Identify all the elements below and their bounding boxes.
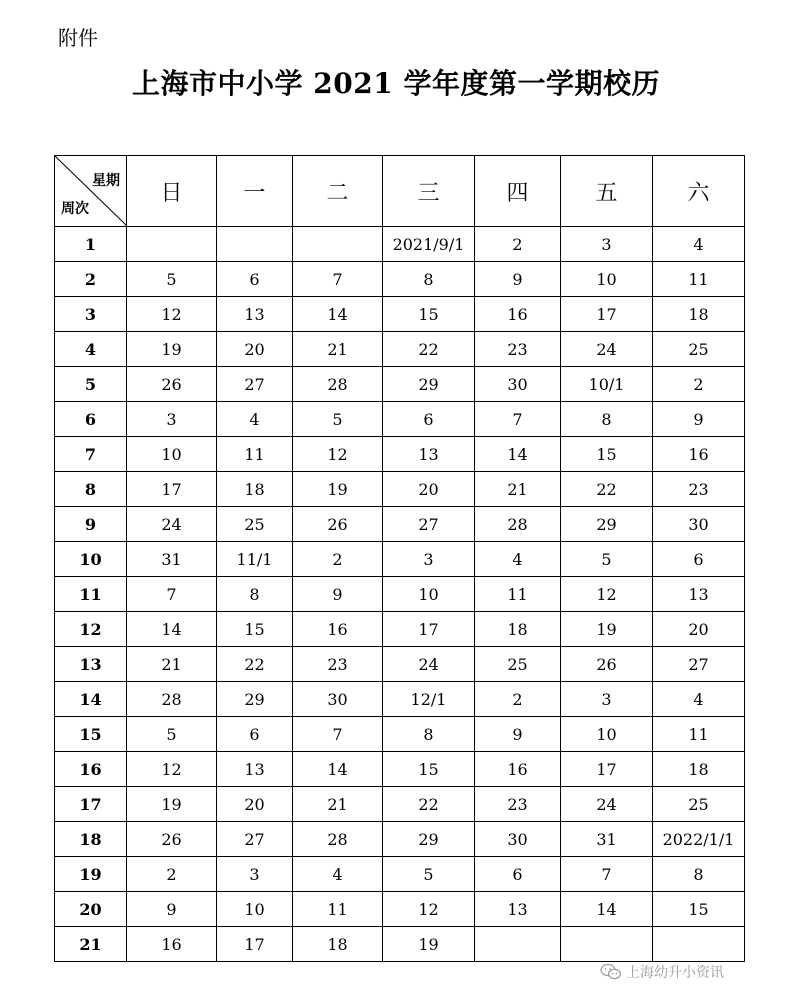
date-cell: 30	[293, 682, 383, 717]
date-cell: 31	[127, 542, 217, 577]
date-cell: 13	[217, 297, 293, 332]
week-number-cell: 12	[55, 612, 127, 647]
date-cell: 17	[561, 297, 653, 332]
date-cell: 2021/9/1	[383, 227, 475, 262]
date-cell: 18	[293, 927, 383, 962]
date-cell: 4	[475, 542, 561, 577]
date-cell: 17	[127, 472, 217, 507]
date-cell: 11	[653, 262, 745, 297]
week-row	[55, 577, 745, 612]
date-cell: 25	[475, 647, 561, 682]
date-cell: 12	[383, 892, 475, 927]
date-cell: 22	[217, 647, 293, 682]
date-cell: 9	[127, 892, 217, 927]
date-cell: 12	[561, 577, 653, 612]
date-cell: 29	[217, 682, 293, 717]
date-cell: 25	[217, 507, 293, 542]
date-cell	[127, 227, 217, 262]
date-cell: 16	[475, 297, 561, 332]
date-cell: 10	[383, 577, 475, 612]
watermark-text: 上海幼升小资讯	[626, 965, 724, 981]
date-cell: 19	[383, 927, 475, 962]
week-number-cell: 13	[55, 647, 127, 682]
date-cell: 7	[561, 857, 653, 892]
date-cell: 3	[561, 227, 653, 262]
week-row	[55, 472, 745, 507]
week-row	[55, 612, 745, 647]
date-cell: 30	[475, 822, 561, 857]
date-cell: 22	[383, 787, 475, 822]
date-cell: 19	[293, 472, 383, 507]
day-header: 五	[561, 156, 653, 227]
date-cell: 2	[127, 857, 217, 892]
date-cell: 6	[653, 542, 745, 577]
date-cell: 27	[217, 367, 293, 402]
date-cell: 17	[561, 752, 653, 787]
day-header: 一	[217, 156, 293, 227]
date-cell: 19	[127, 787, 217, 822]
date-cell: 22	[383, 332, 475, 367]
date-cell: 28	[293, 367, 383, 402]
date-cell: 19	[127, 332, 217, 367]
date-cell: 19	[561, 612, 653, 647]
date-cell: 24	[383, 647, 475, 682]
week-number-cell: 8	[55, 472, 127, 507]
date-cell: 18	[475, 612, 561, 647]
week-row	[55, 437, 745, 472]
date-cell: 2	[475, 227, 561, 262]
date-cell: 5	[127, 262, 217, 297]
date-cell: 15	[217, 612, 293, 647]
date-cell: 3	[217, 857, 293, 892]
date-cell: 9	[475, 262, 561, 297]
week-row	[55, 717, 745, 752]
week-number-cell: 2	[55, 262, 127, 297]
date-cell: 14	[561, 892, 653, 927]
date-cell: 12/1	[383, 682, 475, 717]
date-cell: 4	[217, 402, 293, 437]
week-number-cell: 4	[55, 332, 127, 367]
week-number-cell: 3	[55, 297, 127, 332]
week-number-cell: 6	[55, 402, 127, 437]
date-cell: 14	[127, 612, 217, 647]
date-cell: 25	[653, 787, 745, 822]
date-cell: 10	[561, 262, 653, 297]
date-cell: 6	[217, 717, 293, 752]
date-cell: 24	[127, 507, 217, 542]
date-cell: 14	[293, 297, 383, 332]
date-cell: 2022/1/1	[653, 822, 745, 857]
date-cell: 11	[653, 717, 745, 752]
date-cell: 28	[127, 682, 217, 717]
date-cell: 26	[293, 507, 383, 542]
date-cell: 24	[561, 332, 653, 367]
date-cell: 16	[127, 927, 217, 962]
day-header: 三	[383, 156, 475, 227]
date-cell: 15	[653, 892, 745, 927]
date-cell: 18	[653, 297, 745, 332]
date-cell: 6	[217, 262, 293, 297]
week-row	[55, 402, 745, 437]
date-cell: 9	[653, 402, 745, 437]
date-cell: 22	[561, 472, 653, 507]
date-cell: 11	[475, 577, 561, 612]
week-row	[55, 262, 745, 297]
date-cell: 6	[383, 402, 475, 437]
week-number-cell: 21	[55, 927, 127, 962]
date-cell: 18	[653, 752, 745, 787]
date-cell: 7	[475, 402, 561, 437]
date-cell: 24	[561, 787, 653, 822]
date-cell: 7	[127, 577, 217, 612]
week-row	[55, 892, 745, 927]
date-cell: 7	[293, 717, 383, 752]
date-cell: 14	[475, 437, 561, 472]
wechat-icon	[600, 963, 622, 981]
week-row	[55, 857, 745, 892]
date-cell: 16	[653, 437, 745, 472]
school-calendar-table	[54, 155, 745, 962]
date-cell: 29	[383, 822, 475, 857]
date-cell: 23	[293, 647, 383, 682]
date-cell: 16	[475, 752, 561, 787]
corner-weekday-label: 星期	[92, 173, 120, 189]
date-cell: 7	[293, 262, 383, 297]
week-row	[55, 647, 745, 682]
date-cell: 27	[217, 822, 293, 857]
date-cell: 23	[475, 332, 561, 367]
week-number-cell: 7	[55, 437, 127, 472]
week-row	[55, 752, 745, 787]
date-cell: 8	[217, 577, 293, 612]
date-cell: 6	[475, 857, 561, 892]
header-row	[55, 156, 745, 227]
page-title: 上海市中小学 2021 学年度第一学期校历	[132, 67, 660, 100]
date-cell: 26	[127, 822, 217, 857]
date-cell: 27	[653, 647, 745, 682]
week-number-cell: 15	[55, 717, 127, 752]
date-cell: 10/1	[561, 367, 653, 402]
week-number-cell: 5	[55, 367, 127, 402]
week-number-cell: 11	[55, 577, 127, 612]
date-cell: 10	[127, 437, 217, 472]
date-cell: 21	[293, 332, 383, 367]
date-cell: 21	[475, 472, 561, 507]
week-number-cell: 9	[55, 507, 127, 542]
date-cell: 20	[653, 612, 745, 647]
week-number-cell: 20	[55, 892, 127, 927]
date-cell: 4	[653, 682, 745, 717]
date-cell: 5	[293, 402, 383, 437]
date-cell: 5	[383, 857, 475, 892]
week-row	[55, 507, 745, 542]
date-cell	[475, 927, 561, 962]
week-row	[55, 927, 745, 962]
week-row	[55, 332, 745, 367]
date-cell: 29	[561, 507, 653, 542]
date-cell: 12	[293, 437, 383, 472]
date-cell: 11	[293, 892, 383, 927]
date-cell: 8	[383, 262, 475, 297]
date-cell: 9	[293, 577, 383, 612]
date-cell: 11/1	[217, 542, 293, 577]
date-cell: 4	[653, 227, 745, 262]
date-cell: 10	[561, 717, 653, 752]
date-cell: 5	[561, 542, 653, 577]
week-number-cell: 14	[55, 682, 127, 717]
date-cell	[653, 927, 745, 962]
week-row	[55, 297, 745, 332]
week-row	[55, 227, 745, 262]
date-cell: 12	[127, 752, 217, 787]
date-cell: 2	[475, 682, 561, 717]
date-cell: 30	[653, 507, 745, 542]
date-cell: 30	[475, 367, 561, 402]
week-row	[55, 542, 745, 577]
week-row	[55, 367, 745, 402]
day-header: 日	[127, 156, 217, 227]
date-cell: 15	[383, 297, 475, 332]
date-cell: 17	[217, 927, 293, 962]
date-cell: 3	[127, 402, 217, 437]
date-cell: 2	[653, 367, 745, 402]
date-cell: 21	[293, 787, 383, 822]
date-cell: 2	[293, 542, 383, 577]
date-cell	[561, 927, 653, 962]
attachment-label: 附件	[58, 26, 98, 50]
date-cell: 4	[293, 857, 383, 892]
date-cell: 9	[475, 717, 561, 752]
date-cell: 11	[217, 437, 293, 472]
week-row	[55, 682, 745, 717]
date-cell: 14	[293, 752, 383, 787]
date-cell: 15	[383, 752, 475, 787]
week-number-cell: 1	[55, 227, 127, 262]
date-cell: 26	[127, 367, 217, 402]
date-cell: 18	[217, 472, 293, 507]
date-cell: 3	[383, 542, 475, 577]
day-header: 四	[475, 156, 561, 227]
date-cell: 15	[561, 437, 653, 472]
day-header: 二	[293, 156, 383, 227]
date-cell: 8	[561, 402, 653, 437]
date-cell: 13	[475, 892, 561, 927]
date-cell: 27	[383, 507, 475, 542]
date-cell	[217, 227, 293, 262]
date-cell: 13	[653, 577, 745, 612]
date-cell: 20	[217, 787, 293, 822]
date-cell: 20	[217, 332, 293, 367]
date-cell: 23	[653, 472, 745, 507]
week-number-cell: 10	[55, 542, 127, 577]
date-cell	[293, 227, 383, 262]
date-cell: 3	[561, 682, 653, 717]
date-cell: 20	[383, 472, 475, 507]
date-cell: 8	[383, 717, 475, 752]
date-cell: 17	[383, 612, 475, 647]
week-row	[55, 822, 745, 857]
date-cell: 16	[293, 612, 383, 647]
week-row	[55, 787, 745, 822]
date-cell: 13	[217, 752, 293, 787]
watermark	[600, 962, 724, 982]
week-number-cell: 16	[55, 752, 127, 787]
date-cell: 12	[127, 297, 217, 332]
date-cell: 13	[383, 437, 475, 472]
date-cell: 8	[653, 857, 745, 892]
date-cell: 5	[127, 717, 217, 752]
day-header: 六	[653, 156, 745, 227]
date-cell: 10	[217, 892, 293, 927]
date-cell: 25	[653, 332, 745, 367]
week-number-cell: 17	[55, 787, 127, 822]
week-number-cell: 18	[55, 822, 127, 857]
date-cell: 31	[561, 822, 653, 857]
date-cell: 28	[475, 507, 561, 542]
corner-week-label: 周次	[61, 201, 89, 217]
date-cell: 23	[475, 787, 561, 822]
date-cell: 29	[383, 367, 475, 402]
date-cell: 26	[561, 647, 653, 682]
date-cell: 28	[293, 822, 383, 857]
corner-cell	[55, 156, 127, 227]
week-number-cell: 19	[55, 857, 127, 892]
date-cell: 21	[127, 647, 217, 682]
